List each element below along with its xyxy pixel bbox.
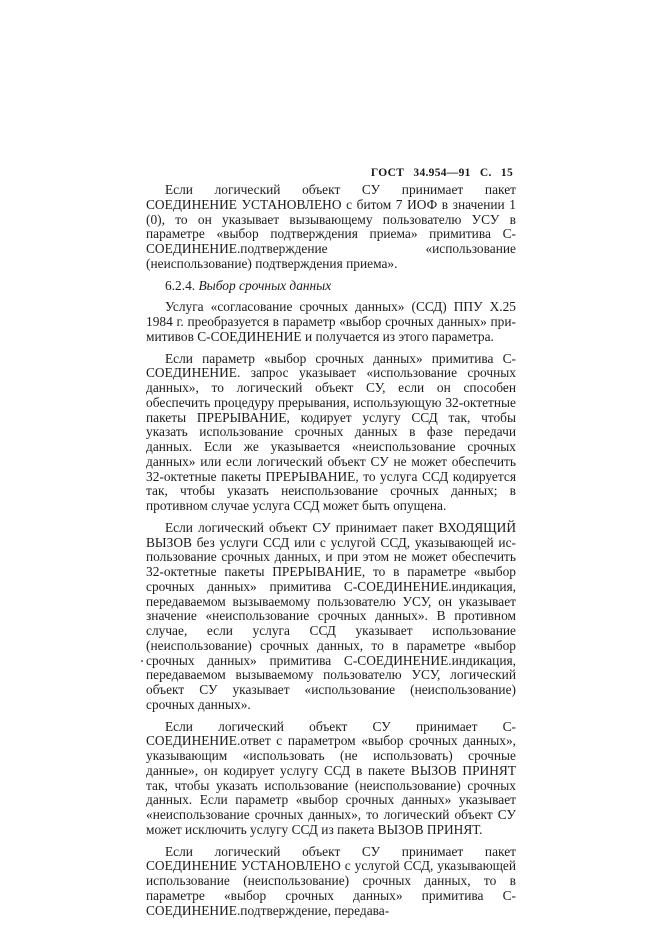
body-text xyxy=(146,183,516,918)
page-header xyxy=(371,167,513,179)
paragraph: Если логический объект СУ принимает С-СОЕДИНЕНИЕ.ответ с параметром «выбор срочных данных», указывающим «использовать (не использовать) срочные данные», он кодирует услугу ССД в пакете ВЫЗОВ ПРИНЯТ так, чтобы указать использование (неиспользование) срочных данных. Если параметр «выбор срочных данных» указывает «неиспользование срочных данных», то логический объект СУ может исключить услугу ССД из пакета ВЫЗОВ ПРИНЯТ. xyxy=(146,718,516,837)
paragraph: Если логический объект СУ принимает пакет ВХОДЯЩИЙ ВЫЗОВ без услуги ССД или с услугой ССД, указывающей использование срочных данных, и при этом не может обеспечить 32-октетные пакеты ПРЕРЫВАНИЕ, то в параметре «выбор срочных данных» примитива С-СОЕДИНЕНИЕ.индикация, передаваемом вызываемому пользователю УСУ, он указывает значение «неиспользование срочных данных». В противном случае, если услуга ССД указывает использование (неиспользование) срочных данных, то в параметре «выбор срочных данных» примитива С-СОЕДИНЕНИЕ.индикация, передаваемом вызываемому пользователю УСУ, логический объект СУ указывает «использование (неиспользование) срочных данных». xyxy=(146,519,516,712)
section-title: Выбор срочных данных xyxy=(198,277,332,293)
paragraph-intro: Если логический объект СУ принимает пакет СОЕДИНЕНИЕ УСТАНОВЛЕНО с битом 7 ИОФ в значении 1 (0), то он указывает вызывающему пользователю УСУ в параметре «выбор подтверждения приема» примитива С-СОЕДИНЕНИЕ.подтверждение «использование (неиспользование) подтверждения приема». xyxy=(146,182,516,271)
paragraph: Если логический объект СУ принимает пакет СОЕДИНЕНИЕ УСТАНОВЛЕНО с услугой ССД, указывающей использование (неиспользование) срочных данных, то в параметре «выбор срочных данных» примитива С-СОЕДИНЕНИЕ.подтверждение, передава- xyxy=(146,843,516,918)
paragraph: Услуга «согласование срочных данных» (ССД) ППУ X.25 1984 г. преобразуется в параметр «выбор срочных данных» примитивов С-СОЕДИНЕНИЕ и получается из этого параметра. xyxy=(146,299,516,344)
standard-label: ГОСТ xyxy=(370,167,405,179)
scan-speck xyxy=(141,660,143,662)
page-number: 15 xyxy=(500,167,513,179)
standard-number: 34.954—91 xyxy=(413,167,471,179)
section-heading xyxy=(146,279,516,294)
paragraph: Если параметр «выбор срочных данных» примитива С-СОЕДИНЕНИЕ. запрос указывает «использование срочных данных», то логический объект СУ, если он способен обеспечить процедуру прерывания, использующую 32-октетные пакеты ПРЕРЫВАНИЕ, кодирует услугу ССД так, чтобы указать использование срочных данных в фазе передачи данных. Если же указывается «неиспользование срочных данных» или если логический объект СУ не может обеспечить 32-октетные пакеты ПРЕРЫВАНИЕ, то услуга ССД кодируется так, чтобы указать неиспользование срочных данных; в противном случае услуга ССД может быть опущена. xyxy=(146,350,516,513)
page-label: С. xyxy=(479,167,492,179)
section-number: 6.2.4. xyxy=(165,277,196,293)
